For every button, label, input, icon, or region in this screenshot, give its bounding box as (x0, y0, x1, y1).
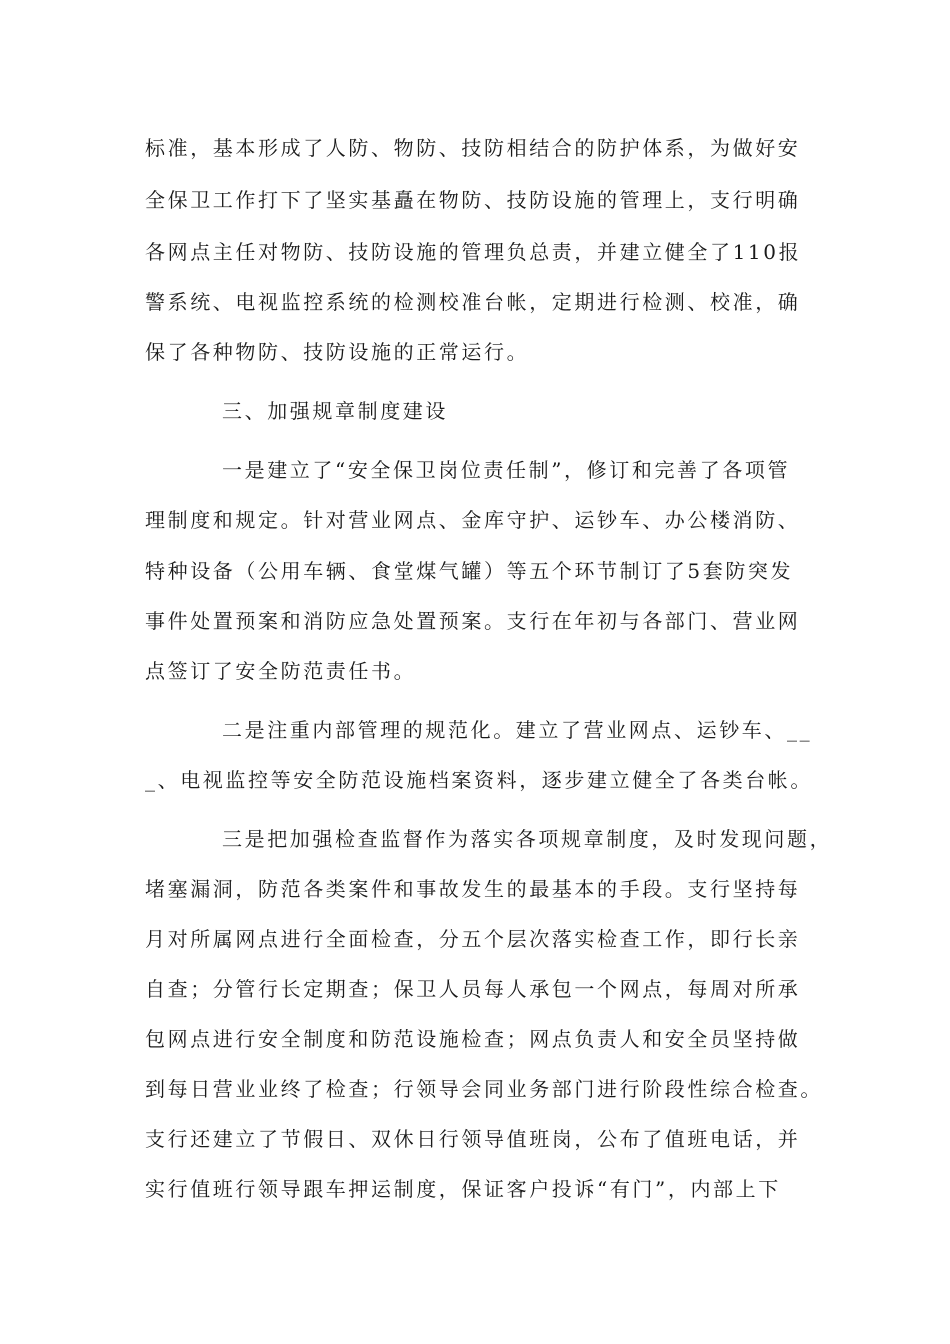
paragraph-line: 一是建立了“安全保卫岗位责任制”，修订和完善了各项管 (222, 458, 791, 482)
paragraph-line: 点签订了安全防范责任书。 (145, 659, 417, 683)
paragraph-line: 包网点进行安全制度和防范设施检查；网点负责人和安全员坚持做 (145, 1027, 801, 1051)
paragraph-line: 警系统、电视监控系统的检测校准台帐，定期进行检测、校准，确 (145, 290, 801, 314)
paragraph-line: 月对所属网点进行全面检查，分五个层次落实检查工作，即行长亲 (145, 927, 801, 951)
paragraph-line: 保了各种物防、技防设施的正常运行。 (145, 340, 530, 364)
paragraph-line: 堵塞漏洞，防范各类案件和事故发生的最基本的手段。支行坚持每 (145, 877, 801, 901)
paragraph-line: _、电视监控等安全防范设施档案资料，逐步建立健全了各类台帐。 (145, 768, 813, 792)
paragraph-line: 特种设备（公用车辆、食堂煤气罐）等五个环节制订了5套防突发 (145, 559, 794, 583)
paragraph-line: 各网点主任对物防、技防设施的管理负总责，并建立健全了110报 (145, 240, 802, 264)
paragraph-line: 实行值班行领导跟车押运制度，保证客户投诉“有门”，内部上下 (145, 1177, 781, 1201)
section-heading: 三、加强规章制度建设 (222, 399, 448, 423)
paragraph-line: 全保卫工作打下了坚实基矗在物防、技防设施的管理上，支行明确 (145, 188, 801, 212)
paragraph-line: 理制度和规定。针对营业网点、金库守护、运钞车、办公楼消防、 (145, 508, 801, 532)
paragraph-line: 三是把加强检查监督作为落实各项规章制度，及时发现问题， (222, 827, 833, 851)
paragraph-line: 标准，基本形成了人防、物防、技防相结合的防护体系，为做好安 (145, 136, 801, 160)
paragraph-line: 支行还建立了节假日、双休日行领导值班岗，公布了值班电话，并 (145, 1127, 801, 1151)
paragraph-line: 事件处置预案和消防应急处置预案。支行在年初与各部门、营业网 (145, 609, 801, 633)
paragraph-line: 自查；分管行长定期查；保卫人员每人承包一个网点，每周对所承 (145, 977, 801, 1001)
paragraph-line: 二是注重内部管理的规范化。建立了营业网点、运钞车、__ (222, 718, 813, 742)
paragraph-line: 到每日营业业终了检查；行领导会同业务部门进行阶段性综合检查。 (145, 1077, 823, 1101)
